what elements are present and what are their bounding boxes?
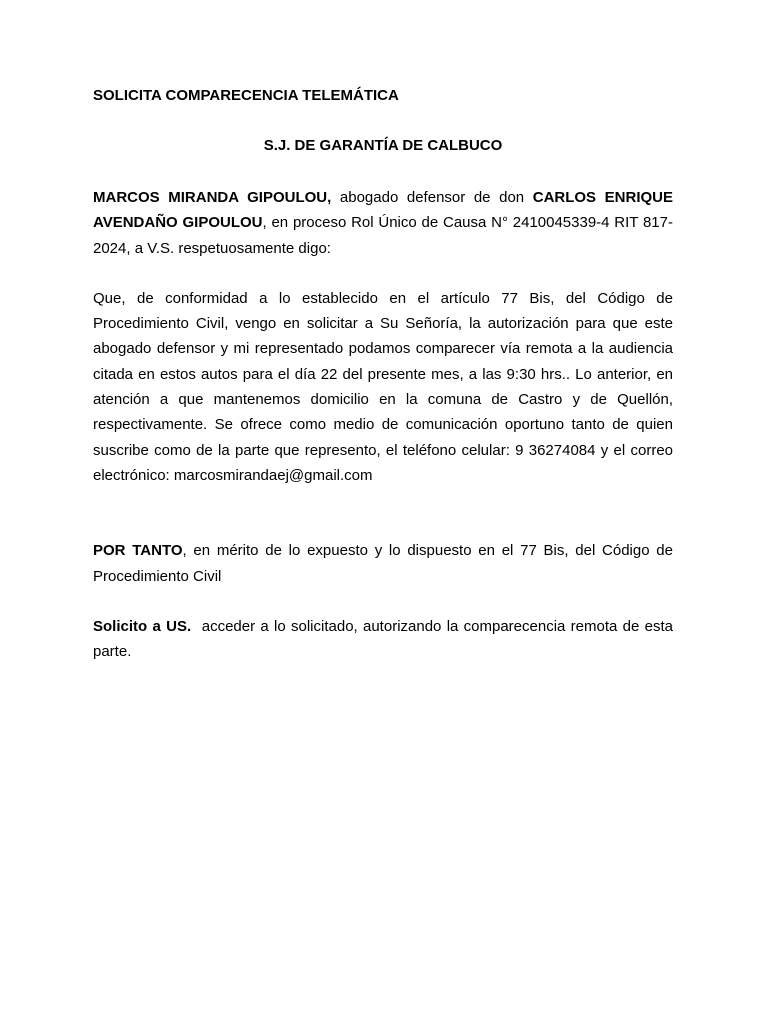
intro-text-2: , en proceso Rol Único de Causa N° 2410045339-4 RIT 817-2024, a V.S. respetuosamente digo: — [93, 214, 673, 257]
solicito-text: acceder a lo solicitado, autorizando la comparecencia remota de esta parte. — [93, 617, 678, 661]
document-body — [93, 85, 678, 664]
solicito-paragraph — [93, 614, 678, 665]
intro-paragraph — [93, 185, 673, 261]
request-paragraph: Que, de conformidad a lo establecido en el artículo 77 Bis, del Código de Procedimiento Civil, vengo en solicitar a Su Señoría, la autorización para que este abogado defensor y mi representado podamos comparecer vía remota a la audiencia citada en estos autos para el día 22 del presente mes, a las 9:30 hrs.. Lo anterior, en atención a que mantenemos domicilio en la comuna de Castro y de Quellón, respectivamente. Se ofrece como medio de comunicación oportuno tanto de quien suscribe como de la parte que represento, el teléfono celular: 9 36274084 y el correo electrónico: marcosmirandaej@gmail.com — [93, 289, 673, 484]
client-name: CARLOS ENRIQUE AVENDAÑO GIPOULOU — [93, 189, 673, 232]
por-tanto-text: , en mérito de lo expuesto y lo dispuesto en el 77 Bis, del Código de Procedimiento Civil — [93, 542, 673, 585]
por-tanto-paragraph — [93, 538, 673, 589]
document-title: SOLICITA COMPARECENCIA TELEMÁTICA — [93, 87, 399, 104]
lawyer-name: MARCOS MIRANDA GIPOULOU, — [93, 189, 332, 206]
por-tanto-label: POR TANTO — [93, 542, 183, 560]
court-heading: S.J. DE GARANTÍA DE CALBUCO — [263, 137, 503, 154]
intro-text-1: abogado defensor de don — [331, 189, 533, 206]
solicito-label: Solicito a US. — [93, 617, 192, 635]
